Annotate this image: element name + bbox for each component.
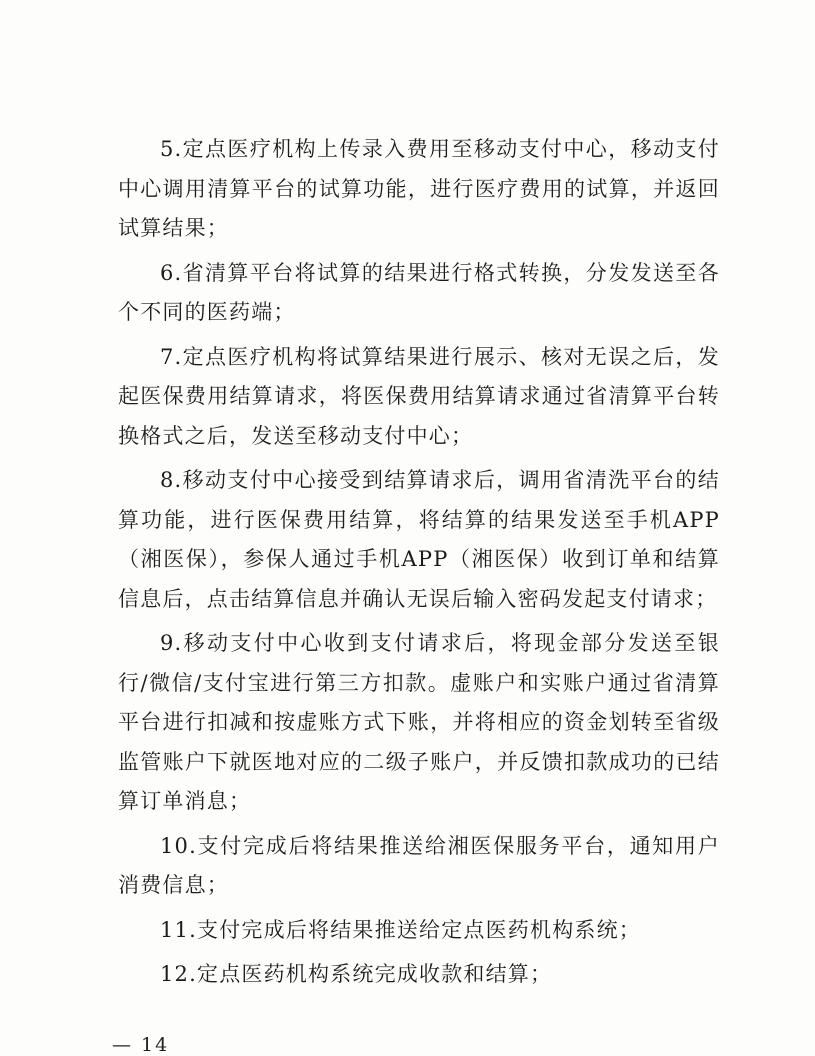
paragraph-step-6: 6.省清算平台将试算的结果进行格式转换，分发发送至各个不同的医药端； bbox=[118, 260, 720, 324]
paragraph-step-9: 9.移动支付中心收到支付请求后，将现金部分发送至银行/微信/支付宝进行第三方扣款。虚账户和实账户通过省清算平台进行扣减和按虚账方式下账，并将相应的资金划转至省级监管账户下就医地对应的二级子账户，并反馈扣款成功的已结算订单消息； bbox=[118, 631, 720, 813]
paragraph-step-7: 7.定点医疗机构将试算结果进行展示、核对无误之后，发起医保费用结算请求，将医保费用结算请求通过省清算平台转换格式之后，发送至移动支付中心； bbox=[118, 344, 720, 448]
paragraph-step-11: 11.支付完成后将结果推送给定点医药机构系统； bbox=[160, 917, 641, 942]
page-number: — 14 bbox=[112, 1034, 170, 1056]
paragraph-step-8: 8.移动支付中心接受到结算请求后，调用省清洗平台的结算功能，进行医保费用结算，将结算的结果发送至手机APP（湘医保），参保人通过手机APP（湘医保）收到订单和结算信息后，点击结算信息并确认无误后输入密码发起支付请求； bbox=[118, 468, 720, 611]
paragraph-step-10: 10.支付完成后将结果推送给湘医保服务平台，通知用户消费信息； bbox=[118, 833, 720, 897]
paragraph-step-12: 12.定点医药机构系统完成收款和结算； bbox=[160, 962, 553, 986]
document-body bbox=[118, 130, 720, 1000]
paragraph-step-5: 5.定点医疗机构上传录入费用至移动支付中心，移动支付中心调用清算平台的试算功能，进行医疗费用的试算，并返回试算结果； bbox=[118, 137, 720, 240]
